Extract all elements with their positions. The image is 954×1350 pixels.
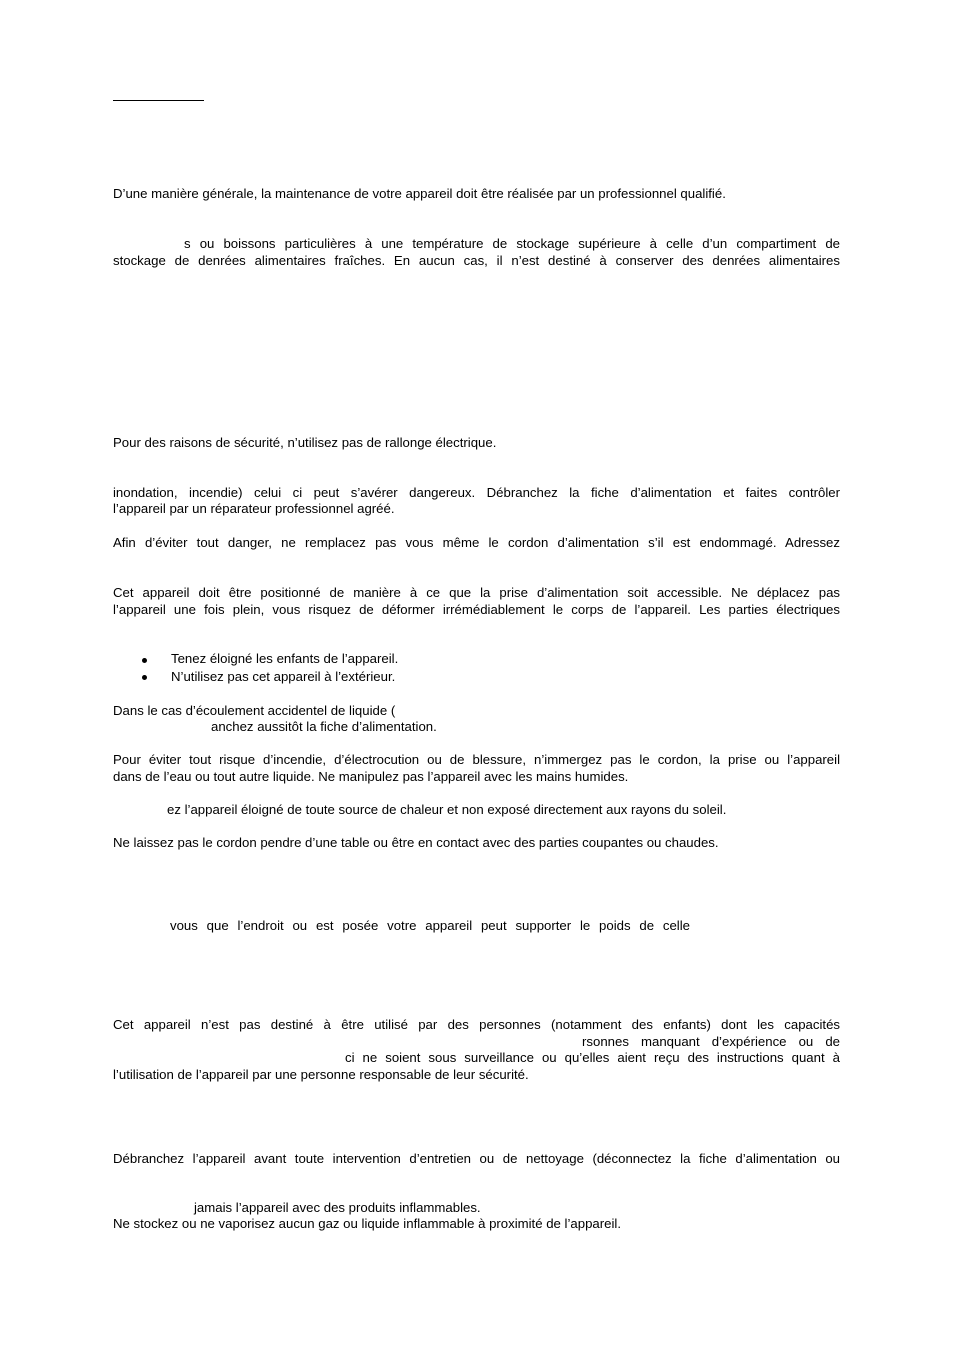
text-line: l’appareil une fois plein, vous risquez de déformer irrémédiablement le corps de l’appareil. Les parties électriques <box>113 602 840 617</box>
text-line: D’une manière générale, la maintenance de votre appareil doit être réalisée par un professionnel qualifié. <box>113 186 726 201</box>
heading-underline <box>113 100 204 101</box>
text-line: Ne laissez pas le cordon pendre d’une table ou être en contact avec des parties coupantes ou chaudes. <box>113 835 719 850</box>
text-line: Débranchez l’appareil avant toute intervention d’entretien ou de nettoyage (déconnectez la fiche d’alimentation ou <box>113 1151 840 1166</box>
text-line: rsonnes manquant d’expérience ou de <box>582 1034 840 1049</box>
text-line: Dans le cas d’écoulement accidentel de liquide ( <box>113 703 396 718</box>
text-line: ez l’appareil éloigné de toute source de chaleur et non exposé directement aux rayons du soleil. <box>167 802 727 817</box>
text-line: l’appareil par un réparateur professionnel agréé. <box>113 501 395 516</box>
text-line: vous que l’endroit ou est posée votre appareil peut supporter le poids de celle <box>170 918 690 933</box>
text-line: dans de l’eau ou tout autre liquide. Ne manipulez pas l’appareil avec les mains humides. <box>113 769 629 784</box>
text-line: anchez aussitôt la fiche d’alimentation. <box>211 719 437 734</box>
text-line: s ou boissons particulières à une température de stockage supérieure à celle d’un compartiment de <box>184 236 840 251</box>
text-line: ci ne soient sous surveillance ou qu’elles aient reçu des instructions quant à <box>345 1050 840 1065</box>
text-line: jamais l’appareil avec des produits inflammables. <box>194 1200 481 1215</box>
text-line: l’utilisation de l’appareil par une personne responsable de leur sécurité. <box>113 1067 529 1082</box>
text-line: Afin d’éviter tout danger, ne remplacez pas vous même le cordon d’alimentation s’il est endommagé. Adressez <box>113 535 840 550</box>
bullet-icon <box>142 658 147 663</box>
text-line: Ne stockez ou ne vaporisez aucun gaz ou liquide inflammable à proximité de l’appareil. <box>113 1216 622 1231</box>
text-line: Cet appareil doit être positionné de manière à ce que la prise d’alimentation soit accessible. Ne déplacez pas <box>113 585 840 600</box>
text-line: Cet appareil n’est pas destiné à être utilisé par des personnes (notamment des enfants) dont les capacités <box>113 1017 840 1032</box>
list-item: N’utilisez pas cet appareil à l’extérieur. <box>171 669 396 684</box>
text-line: stockage de denrées alimentaires fraîches. En aucun cas, il n’est destiné à conserver des denrées alimentaires <box>113 253 840 268</box>
text-line: Pour des raisons de sécurité, n’utilisez pas de rallonge électrique. <box>113 435 497 450</box>
bullet-icon <box>142 675 147 680</box>
text-line: Pour éviter tout risque d’incendie, d’électrocution ou de blessure, n’immergez pas le cordon, la prise ou l’appareil <box>113 752 840 767</box>
text-line: inondation, incendie) celui ci peut s’avérer dangereux. Débranchez la fiche d’alimentation et faites contrôler <box>113 485 840 500</box>
list-item: Tenez éloigné les enfants de l’appareil. <box>171 651 399 666</box>
